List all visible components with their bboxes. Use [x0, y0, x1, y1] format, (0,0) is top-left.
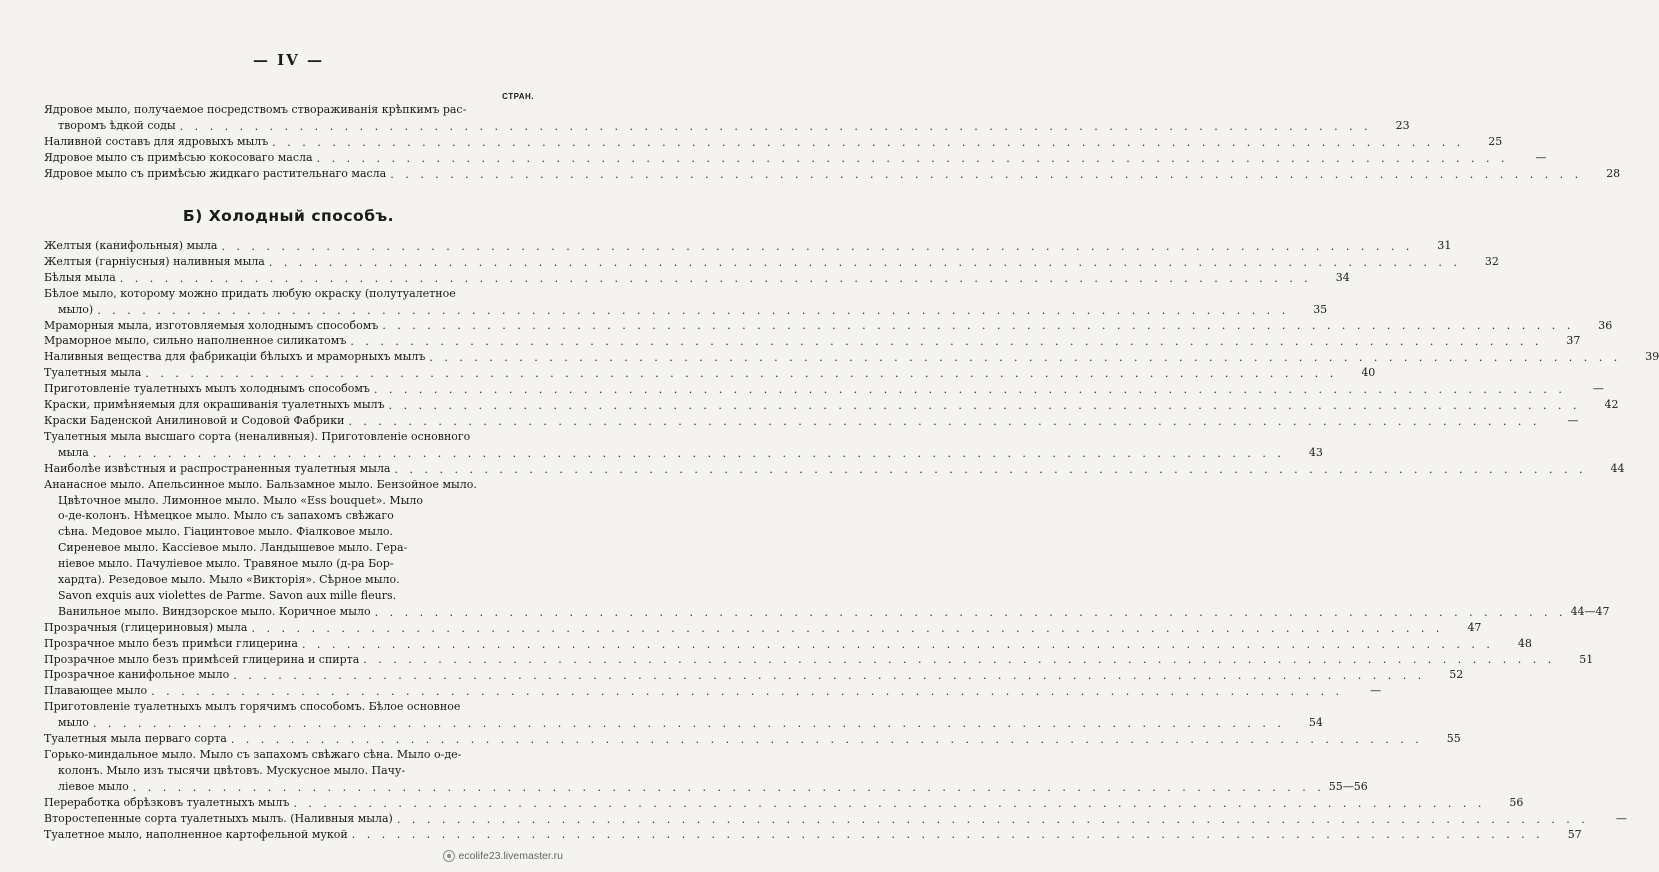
toc-entry-title: Бѣлое мыло, которому можно придать любую окраску (полутуалетное: [44, 286, 456, 300]
toc-entry-title: мыло: [58, 716, 89, 730]
toc-entry-continuation: [44, 524, 534, 540]
toc-entry-page: 56: [1509, 795, 1524, 809]
toc-entry-page: 47: [1467, 620, 1482, 634]
toc-entry-title: Краски, примѣняемыя для окрашиванія туалетныхъ мылъ: [44, 398, 385, 412]
dot-leader: . . . . . . . . . . . . . . . . . . . . . . . . . . . . . . . . . . . . . . . . . . . . . . . . . . . . . . . . . . . . . . . . . . . . . . . . . . . . . . . .: [132, 780, 1325, 794]
dot-leader: . . . . . . . . . . . . . . . . . . . . . . . . . . . . . . . . . . . . . . . . . . . . . . . . . . . . . . . . . . . . . . . . . . . . . . . . . . . . . . . .: [348, 414, 1541, 428]
page-number: — IV —: [252, 51, 325, 69]
toc-entry-title: Наиболѣе извѣстныя и распространенныя туалетныя мыла: [44, 461, 391, 475]
toc-entry-page: —: [1567, 413, 1579, 427]
toc-entry-title: Плавающее мыло: [44, 684, 148, 698]
toc-entry-title: Ананасное мыло. Апельсинное мыло. Бальзамное мыло. Бензойное мыло.: [44, 477, 477, 491]
toc-entry-title: Ядровое мыло съ примѣсью жидкаго растительнаго масла: [44, 166, 387, 180]
toc-entry: [44, 461, 1625, 477]
toc-entry-title: творомъ ѣдкой соды: [58, 118, 176, 132]
toc-entry-title: колонъ. Мыло изъ тысячи цвѣтовъ. Мускусное мыло. Пачу-: [58, 763, 406, 777]
toc-entry-title: Желтыя (канифольныя) мыла: [44, 239, 218, 252]
toc-entry-page: 55: [1446, 732, 1461, 746]
toc-entry: [44, 365, 1376, 381]
toc-entry-continuation: [44, 493, 534, 509]
toc-entry-page: 32: [1484, 254, 1499, 268]
dot-leader: . . . . . . . . . . . . . . . . . . . . . . . . . . . . . . . . . . . . . . . . . . . . . . . . . . . . . . . . . . . . . . . . . . . . . . . . . . . . . . . .: [268, 255, 1461, 269]
watermark-text: ecolife23.livemaster.ru: [458, 850, 563, 862]
toc-entry-page: 34: [1335, 270, 1350, 284]
toc-entry-page: 36: [1598, 318, 1613, 332]
toc-entry-page: 39: [1645, 350, 1659, 364]
toc-entry: [44, 795, 1524, 811]
toc-entry-title: Ядровое мыло съ примѣсью кокосоваго масла: [44, 150, 313, 164]
toc-entry: [44, 134, 1503, 150]
toc-entry: [44, 667, 1464, 683]
dot-leader: . . . . . . . . . . . . . . . . . . . . . . . . . . . . . . . . . . . . . . . . . . . . . . . . . . . . . . . . . . . . . . . . . . . . . . . . . . . . . . . .: [119, 271, 1312, 285]
toc-entry: [44, 150, 1547, 166]
toc-entry-title: Прозрачное мыло безъ примѣси глицерина: [44, 636, 298, 650]
toc-entry-page: 48: [1517, 636, 1532, 650]
toc-entry-title: хардта). Резедовое мыло. Мыло «Викторія». Сѣрное мыло.: [58, 573, 400, 587]
dot-leader: . . . . . . . . . . . . . . . . . . . . . . . . . . . . . . . . . . . . . . . . . . . . . . . . . . . . . . . . . . . . . . . . . . . . . . . . . . . . . . . .: [179, 119, 1372, 133]
dot-leader: . . . . . . . . . . . . . . . . . . . . . . . . . . . . . . . . . . . . . . . . . . . . . . . . . . . . . . . . . . . . . . . . . . . . . . . . . . . . . . . .: [230, 733, 1423, 746]
toc-entry-continuation: [44, 556, 534, 572]
toc-entry-page: 37: [1566, 334, 1581, 348]
dot-leader: . . . . . . . . . . . . . . . . . . . . . . . . . . . . . . . . . . . . . . . . . . . . . . . . . . . . . . . . . . . . . . . . . . . . . . . . . . . . . . . .: [316, 151, 1509, 165]
toc-entry-title: Ядровое мыло, получаемое посредствомъ створаживанія крѣпкимъ рас-: [44, 103, 467, 116]
toc-entry-title: Ванильное мыло. Виндзорское мыло. Коричное мыло: [58, 604, 371, 618]
dot-leader: . . . . . . . . . . . . . . . . . . . . . . . . . . . . . . . . . . . . . . . . . . . . . . . . . . . . . . . . . . . . . . . . . . . . . . . . . . . . . . . .: [374, 605, 1567, 619]
toc-entry-title: Переработка обрѣзковъ туалетныхъ мылъ: [44, 795, 290, 809]
toc-entry-page: 42: [1604, 398, 1619, 412]
toc-entry-title: мыла: [58, 445, 89, 459]
toc-entry: [44, 238, 1452, 254]
toc-entry: [44, 102, 534, 118]
toc-entry-continuation: [44, 604, 1610, 620]
toc-entry: [44, 318, 1613, 334]
toc-entry-page: 23: [1395, 118, 1410, 132]
toc-entry: [44, 827, 1582, 843]
dot-leader: . . . . . . . . . . . . . . . . . . . . . . . . . . . . . . . . . . . . . . . . . . . . . . . . . . . . . . . . . . . . . . . . . . . . . . . . . . . . . . . .: [92, 446, 1285, 460]
toc-entry-page: 54: [1308, 716, 1323, 730]
toc-entry-page: 51: [1579, 652, 1594, 666]
dot-leader: . . . . . . . . . . . . . . . . . . . . . . . . . . . . . . . . . . . . . . . . . . . . . . . . . . . . . . . . . . . . . . . . . . . . . . . . . . . . . . . .: [272, 135, 1465, 149]
dot-leader: . . . . . . . . . . . . . . . . . . . . . . . . . . . . . . . . . . . . . . . . . . . . . . . . . . . . . . . . . . . . . . . . . . . . . . . . . . . . . . . .: [388, 398, 1581, 412]
toc-entry-page: 44: [1610, 461, 1625, 475]
toc-entry-title: сѣна. Медовое мыло. Гіацинтовое мыло. Фіалковое мыло.: [58, 525, 394, 539]
toc-entry-continuation: [44, 540, 534, 556]
toc-entry-title: Прозрачныя (глицериновыя) мыла: [44, 620, 248, 634]
toc-entry-page: —: [1615, 811, 1627, 825]
toc-entry: [44, 381, 1604, 397]
toc-entry: [44, 477, 534, 493]
toc-entry-continuation: [44, 572, 534, 588]
dot-leader: . . . . . . . . . . . . . . . . . . . . . . . . . . . . . . . . . . . . . . . . . . . . . . . . . . . . . . . . . . . . . . . . . . . . . . . . . . . . . . . .: [396, 812, 1589, 826]
toc-entry-page: 43: [1308, 445, 1323, 459]
toc-entry: [44, 652, 1594, 668]
toc-entry: [44, 333, 1581, 349]
toc-entry-page: 28: [1606, 166, 1621, 180]
toc-entry: [44, 811, 1627, 827]
dot-leader: . . . . . . . . . . . . . . . . . . . . . . . . . . . . . . . . . . . . . . . . . . . . . . . . . . . . . . . . . . . . . . . . . . . . . . . . . . . . . . . .: [382, 319, 1575, 333]
toc-entry-title: Туалетныя мыла высшаго сорта (неналивныя). Приготовленіе основного: [44, 429, 471, 443]
toc-entry-continuation: [44, 445, 1323, 461]
toc-entry-title: Желтыя (гарніусныя) наливныя мыла: [44, 254, 265, 268]
toc-entry: [44, 620, 1482, 636]
dot-leader: . . . . . . . . . . . . . . . . . . . . . . . . . . . . . . . . . . . . . . . . . . . . . . . . . . . . . . . . . . . . . . . . . . . . . . . . . . . . . . . .: [92, 717, 1285, 731]
dot-leader: . . . . . . . . . . . . . . . . . . . . . . . . . . . . . . . . . . . . . . . . . . . . . . . . . . . . . . . . . . . . . . . . . . . . . . . . . . . . . . . .: [363, 653, 1556, 667]
watermark: [443, 850, 563, 862]
toc-entry-title: Savon exquis aux violettes de Parme. Savon aux mille fleurs.: [58, 588, 397, 602]
toc-entry: [44, 397, 1619, 413]
dot-leader: . . . . . . . . . . . . . . . . . . . . . . . . . . . . . . . . . . . . . . . . . . . . . . . . . . . . . . . . . . . . . . . . . . . . . . . . . . . . . . . .: [390, 167, 1583, 181]
toc-entry-title: Мраморное мыло, сильно наполненное силикатомъ: [44, 334, 347, 348]
toc-entry-title: Приготовленіе туалетныхъ мылъ холоднымъ способомъ: [44, 382, 370, 396]
toc-entry-title: Приготовленіе туалетныхъ мылъ горячимъ способомъ. Бѣлое основное: [44, 700, 461, 714]
dot-leader: . . . . . . . . . . . . . . . . . . . . . . . . . . . . . . . . . . . . . . . . . . . . . . . . . . . . . . . . . . . . . . . . . . . . . . . . . . . . . . . .: [429, 351, 1622, 365]
toc-entry-title: Цвѣточное мыло. Лимонное мыло. Мыло «Ess bouquet». Мыло: [58, 493, 423, 507]
toc-entry-continuation: [44, 763, 534, 779]
toc-entry: [44, 254, 1499, 270]
toc-entry-page: —: [1592, 382, 1604, 396]
toc-entry-title: Бѣлыя мыла: [44, 270, 116, 284]
section-title: Б) Холодный способъ.: [182, 207, 395, 225]
dot-leader: . . . . . . . . . . . . . . . . . . . . . . . . . . . . . . . . . . . . . . . . . . . . . . . . . . . . . . . . . . . . . . . . . . . . . . . . . . . . . . . .: [301, 637, 1494, 651]
toc-entry-continuation: [44, 779, 1368, 795]
toc-entry-title: Туалетныя мыла: [44, 366, 142, 380]
toc-entry-continuation: [44, 302, 1328, 318]
toc-entry: [44, 286, 534, 302]
toc-entry-title: Второстепенные сорта туалетныхъ мылъ. (Наливныя мыла): [44, 811, 393, 825]
toc-entry-page: 44—47: [1570, 604, 1610, 618]
toc-entry-continuation: [44, 118, 1410, 134]
toc-entry-page: —: [1370, 684, 1382, 698]
dot-leader: . . . . . . . . . . . . . . . . . . . . . . . . . . . . . . . . . . . . . . . . . . . . . . . . . . . . . . . . . . . . . . . . . . . . . . . . . . . . . . . .: [233, 669, 1426, 683]
toc-entry-title: Сиреневое мыло. Кассіевое мыло. Ландышевое мыло. Гера-: [58, 541, 408, 555]
page-column-label: СТРАН.: [502, 92, 534, 101]
toc-entry-page: 40: [1361, 366, 1376, 380]
toc-entry-continuation: [44, 508, 534, 524]
toc-entry: [44, 166, 1621, 182]
toc-entry-title: Прозрачное канифольное мыло: [44, 668, 230, 682]
toc-entry-title: Горько-миндальное мыло. Мыло съ запахомъ свѣжаго сѣна. Мыло о-де-: [44, 748, 462, 761]
toc-entry-page: 52: [1449, 668, 1464, 682]
dot-leader: . . . . . . . . . . . . . . . . . . . . . . . . . . . . . . . . . . . . . . . . . . . . . . . . . . . . . . . . . . . . . . . . . . . . . . . . . . . . . . . .: [394, 462, 1587, 476]
toc-entry-continuation: [44, 588, 534, 604]
dot-leader: . . . . . . . . . . . . . . . . . . . . . . . . . . . . . . . . . . . . . . . . . . . . . . . . . . . . . . . . . . . . . . . . . . . . . . . . . . . . . . . .: [293, 796, 1486, 810]
toc-entry-title: Прозрачное мыло безъ примѣсей глицерина и спирта: [44, 652, 360, 666]
toc-entry: [44, 636, 1532, 652]
toc-entry-page: —: [1535, 150, 1547, 164]
toc-main-list: [44, 238, 1659, 842]
toc-entry-page: 35: [1313, 302, 1328, 316]
toc-entry: [44, 413, 1579, 429]
toc-entry-title: ніевое мыло. Пачуліевое мыло. Травяное мыло (д-ра Бор-: [58, 557, 394, 571]
toc-entry-title: Наливныя вещества для фабрикаціи бѣлыхъ и мраморныхъ мылъ: [44, 350, 426, 364]
toc-entry-page: 25: [1488, 134, 1503, 148]
toc-entry-title: Туалетныя мыла перваго сорта: [44, 732, 227, 746]
toc-entry-title: о-де-колонъ. Нѣмецкое мыло. Мыло съ запахомъ свѣжаго: [58, 509, 394, 523]
toc-entry-page: 55—56: [1328, 779, 1368, 793]
dot-leader: . . . . . . . . . . . . . . . . . . . . . . . . . . . . . . . . . . . . . . . . . . . . . . . . . . . . . . . . . . . . . . . . . . . . . . . . . . . . . . . .: [351, 828, 1544, 842]
toc-entry-title: Мраморныя мыла, изготовляемыя холоднымъ способомъ: [44, 318, 379, 332]
toc-entry: [44, 270, 1350, 286]
dot-leader: . . . . . . . . . . . . . . . . . . . . . . . . . . . . . . . . . . . . . . . . . . . . . . . . . . . . . . . . . . . . . . . . . . . . . . . . . . . . . . . .: [373, 383, 1566, 397]
toc-entry: [44, 683, 1382, 699]
dot-leader: . . . . . . . . . . . . . . . . . . . . . . . . . . . . . . . . . . . . . . . . . . . . . . . . . . . . . . . . . . . . . . . . . . . . . . . . . . . . . . . .: [350, 335, 1543, 349]
toc-entry: [44, 429, 534, 445]
dot-leader: . . . . . . . . . . . . . . . . . . . . . . . . . . . . . . . . . . . . . . . . . . . . . . . . . . . . . . . . . . . . . . . . . . . . . . . . . . . . . . . .: [145, 367, 1338, 381]
toc-entry: [44, 699, 534, 715]
dot-leader: . . . . . . . . . . . . . . . . . . . . . . . . . . . . . . . . . . . . . . . . . . . . . . . . . . . . . . . . . . . . . . . . . . . . . . . . . . . . . . . .: [221, 239, 1414, 253]
toc-entry-title: Туалетное мыло, наполненное картофельной мукой: [44, 827, 348, 841]
toc-entry: [44, 349, 1659, 365]
dot-leader: . . . . . . . . . . . . . . . . . . . . . . . . . . . . . . . . . . . . . . . . . . . . . . . . . . . . . . . . . . . . . . . . . . . . . . . . . . . . . . . .: [251, 621, 1444, 635]
toc-entry-page: 57: [1567, 827, 1582, 841]
livemaster-icon: [443, 850, 455, 862]
toc-top-list: [44, 102, 1621, 182]
toc-entry: [44, 747, 534, 763]
toc-entry-title: ліевое мыло: [58, 779, 129, 793]
dot-leader: . . . . . . . . . . . . . . . . . . . . . . . . . . . . . . . . . . . . . . . . . . . . . . . . . . . . . . . . . . . . . . . . . . . . . . . . . . . . . . . .: [151, 685, 1344, 699]
toc-entry-page: 31: [1437, 239, 1452, 252]
toc-entry-title: Краски Баденской Анилиновой и Содовой Фабрики: [44, 413, 345, 427]
toc-entry-continuation: [44, 715, 1323, 731]
toc-entry-title: мыло): [58, 302, 94, 316]
toc-entry: [44, 731, 1461, 747]
toc-entry-title: Наливной составъ для ядровыхъ мылъ: [44, 134, 269, 148]
dot-leader: . . . . . . . . . . . . . . . . . . . . . . . . . . . . . . . . . . . . . . . . . . . . . . . . . . . . . . . . . . . . . . . . . . . . . . . . . . . . . . . .: [97, 303, 1290, 317]
